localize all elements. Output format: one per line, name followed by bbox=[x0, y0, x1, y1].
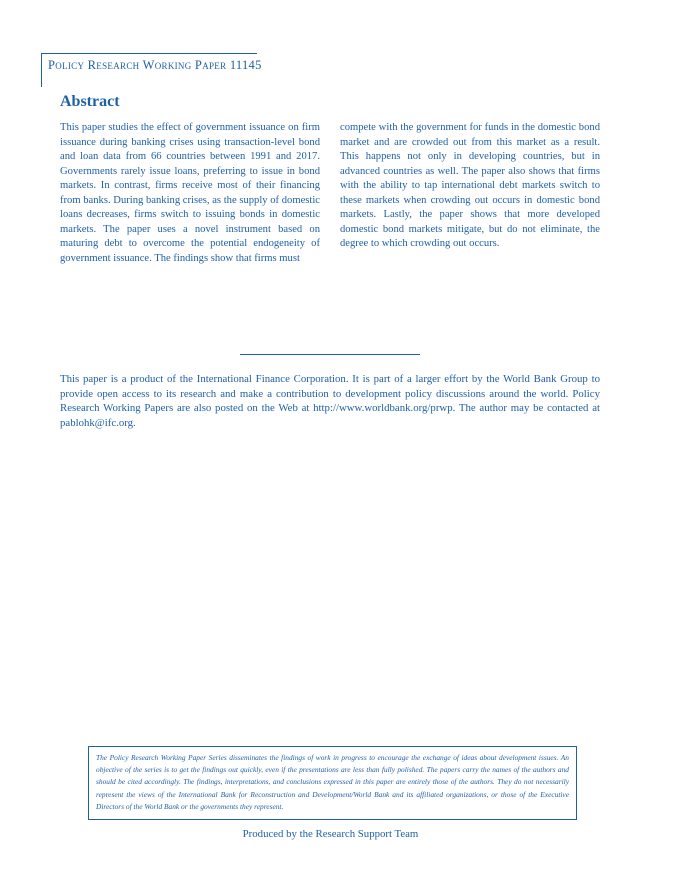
disclaimer-box bbox=[88, 746, 577, 820]
abstract-column-right: compete with the government for funds in the domestic bond market and are crowded out from this market as a result. This happens not only in developing countries, but in advanced countries as well. The paper also shows that firms with the ability to tap international debt markets switch to these markets when crowding out occurs in domestic bond markets. Lastly, the paper shows that more developed domestic bond markets mitigate, but do not eliminate, the degree to which crowding out occurs. bbox=[340, 122, 600, 249]
abstract-column-left: This paper studies the effect of government issuance on firm issuance during banking crises using transaction-level bond and loan data from 66 countries between 1991 and 2017. Governments rarely issue loans, preferring to issue in bond markets. In contrast, firms receive most of their financing from banks. During banking crises, as the supply of domestic loans decreases, firms switch to issuing bonds in domestic markets. The paper uses a novel instrument based on maturing debt to overcome the potential endogeneity of government issuance. The findings show that firms must bbox=[60, 122, 320, 264]
section-divider bbox=[240, 354, 420, 355]
produced-by-footer: Produced by the Research Support Team bbox=[242, 828, 419, 840]
product-note: This paper is a product of the International Finance Corporation. It is part of a larger effort by the World Bank Group to provide open access to its research and make a contribution to development policy discussions around the world. Policy Research Working Papers are also posted on the Web at http://www.worldbank.org/prwp. The author may be contacted at pablohk@ifc.org. bbox=[60, 373, 600, 429]
abstract-heading: Abstract bbox=[60, 93, 120, 110]
disclaimer-text: The Policy Research Working Paper Series disseminates the findings of work in progress to encourage the exchange of ideas about development issues. An objective of the series is to get the findings out quickly, even if the presentations are less than fully polished. The papers carry the names of the authors and should be cited accordingly. The findings, interpretations, and conclusions expressed in this paper are entirely those of the authors. They do not necessarily represent the views of the International Bank for Reconstruction and Development/World Bank and its affiliated organizations, or those of the Executive Directors of the World Bank or the governments they represent. bbox=[96, 753, 569, 811]
series-title: Policy Research Working Paper 11145 bbox=[48, 58, 262, 72]
